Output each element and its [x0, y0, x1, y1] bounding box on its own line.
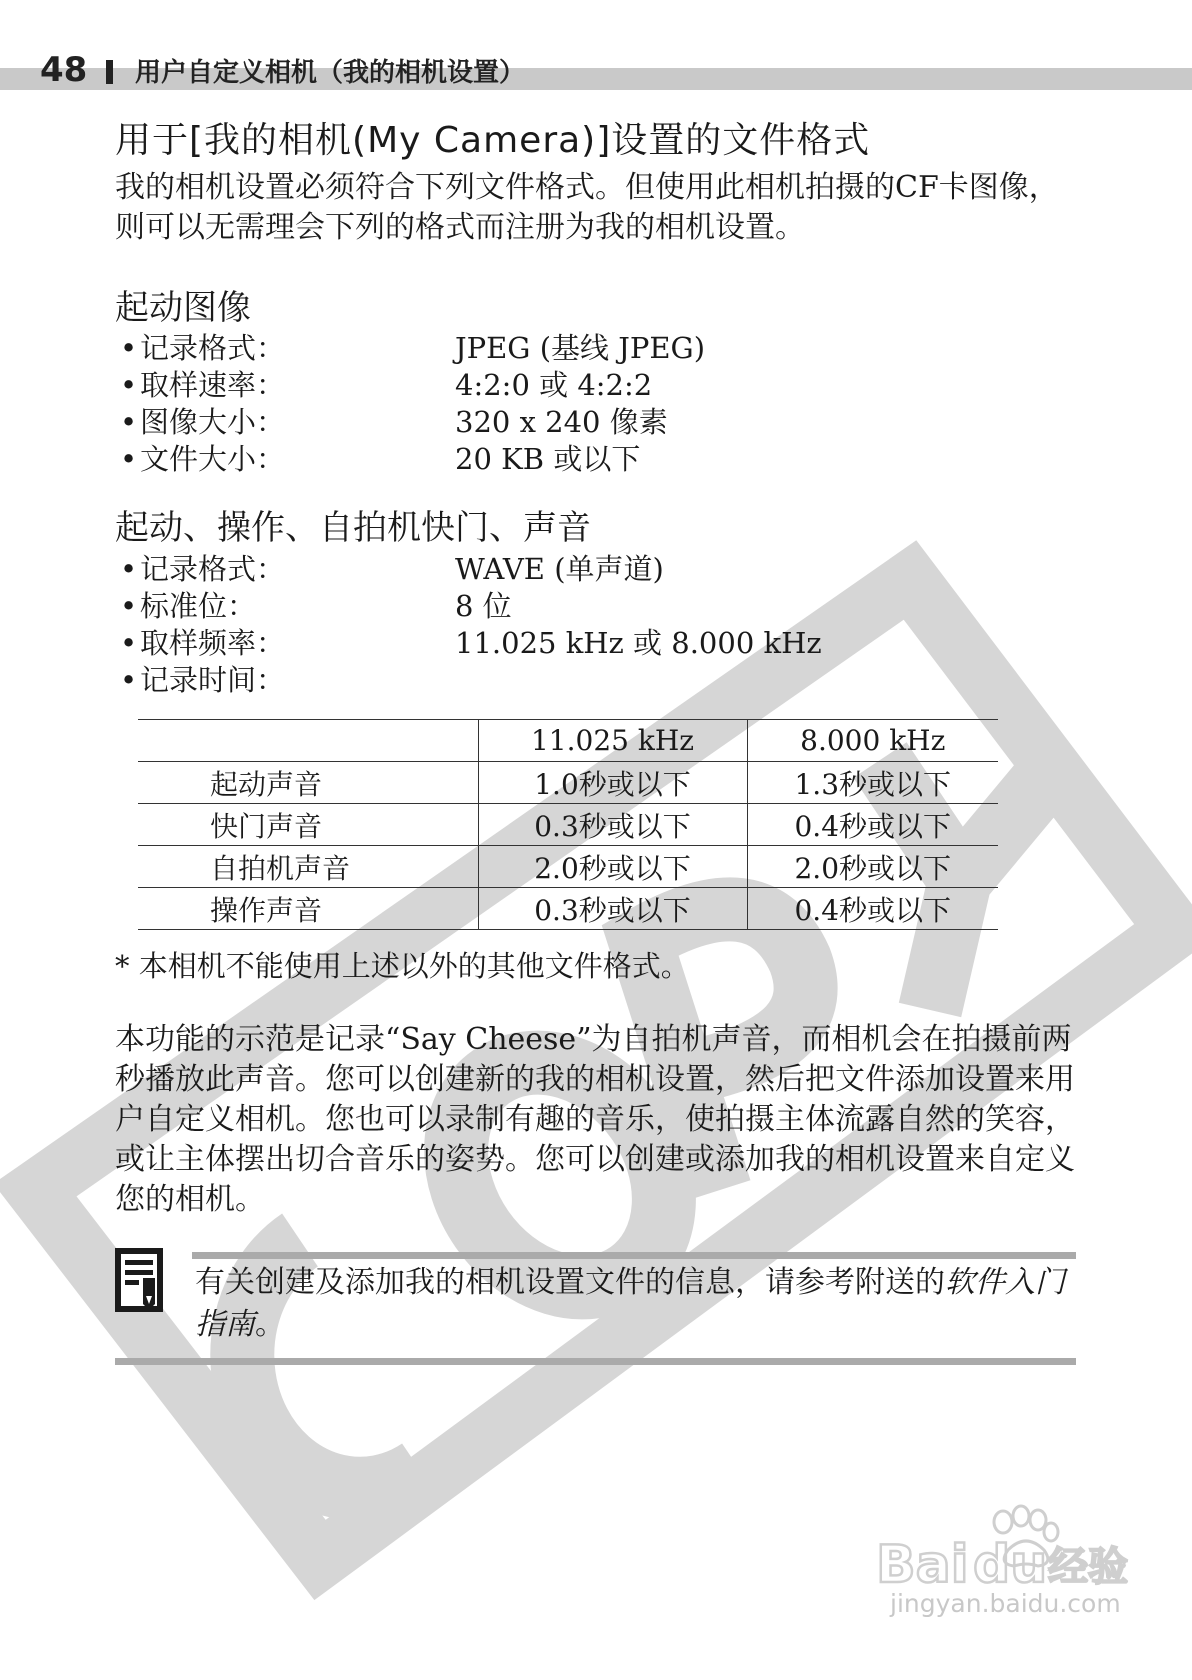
- table-row: [138, 762, 998, 804]
- memo-icon: [115, 1248, 163, 1312]
- intro-text: 我的相机设置必须符合下列文件格式。但使用此相机拍摄的CF卡图像，则可以无需理会下列的格式而注册为我的相机设置。: [115, 170, 1059, 245]
- spec-label: 图像大小：: [140, 405, 286, 439]
- svg-text:du: du: [973, 1535, 1048, 1595]
- page-number: 48: [40, 50, 88, 90]
- spec-row: •取样频率： 11.025 kHz 或 8.000 kHz: [120, 626, 822, 660]
- sounds-heading: 起动、操作、自拍机快门、声音: [115, 508, 591, 548]
- spec-value: 4:2:0 或 4:2:2: [455, 368, 653, 402]
- spec-row: •记录格式： JPEG (基线 JPEG): [120, 331, 706, 365]
- spec-value: JPEG (基线 JPEG): [455, 331, 706, 365]
- table-cell: 0.3秒或以下: [478, 888, 747, 930]
- table-header-cell: 8.000 kHz: [747, 720, 998, 762]
- table-row: [138, 804, 998, 846]
- spec-label: 取样速率：: [140, 368, 286, 402]
- table-cell: 2.0秒或以下: [478, 846, 747, 888]
- startup-image-heading: 起动图像: [115, 288, 251, 328]
- chapter-title: 用户自定义相机（我的相机设置）: [135, 58, 526, 88]
- table-cell: 1.3秒或以下: [747, 762, 998, 804]
- memo-rule-bottom: [115, 1358, 1076, 1365]
- spec-value: 20 KB 或以下: [455, 442, 641, 476]
- memo-text: [195, 1262, 1075, 1346]
- spec-row: •图像大小： 320 x 240 像素: [120, 405, 668, 439]
- feature-description: 本功能的示范是记录“Say Cheese”为自拍机声音，而相机会在拍摄前两秒播放此声音。您可以创建新的我的相机设置，然后把文件添加设置来用户自定义相机。您也可以录制有趣的音乐，使拍摄主体流露自然的笑容，或让主体摆出切合音乐的姿势。您可以创建或添加我的相机设置来自定义您的相机。: [115, 1022, 1075, 1217]
- header-separator: [106, 60, 113, 84]
- table-row: [138, 888, 998, 930]
- spec-value: 11.025 kHz 或 8.000 kHz: [455, 626, 822, 660]
- memo-end: 。: [255, 1307, 285, 1342]
- spec-label: 记录时间：: [140, 663, 286, 697]
- format-note: * 本相机不能使用上述以外的其他文件格式。: [115, 949, 690, 983]
- sound-specs: [120, 551, 822, 699]
- table-cell: 快门声音: [138, 804, 478, 846]
- spec-row: •记录时间：: [120, 663, 286, 697]
- memo-body: 有关创建及添加我的相机设置文件的信息，请参考附送的: [195, 1265, 945, 1300]
- spec-label: 文件大小：: [140, 442, 286, 476]
- spec-label: 取样频率：: [140, 626, 286, 660]
- table-cell: 操作声音: [138, 888, 478, 930]
- table-header-cell: [138, 720, 478, 762]
- table-row: [138, 846, 998, 888]
- spec-label: 记录格式：: [140, 552, 286, 586]
- table-cell: 0.4秒或以下: [747, 804, 998, 846]
- table-cell: 起动声音: [138, 762, 478, 804]
- spec-label: 记录格式：: [140, 331, 286, 365]
- table-cell: 2.0秒或以下: [747, 846, 998, 888]
- recording-time-table: [138, 719, 998, 930]
- spec-row: •记录格式： WAVE (单声道): [120, 552, 664, 586]
- software-guide-title: 软件入门指南: [195, 1265, 1065, 1342]
- svg-text:Bai: Bai: [876, 1535, 969, 1595]
- spec-row: •取样速率： 4:2:0 或 4:2:2: [120, 368, 653, 402]
- table-cell: 0.4秒或以下: [747, 888, 998, 930]
- table-header-row: [138, 720, 998, 762]
- spec-value: WAVE (单声道): [455, 552, 664, 586]
- baidu-jingyan-logo: [868, 1500, 1138, 1620]
- memo-rule-top: [192, 1252, 1076, 1259]
- table-cell: 1.0秒或以下: [478, 762, 747, 804]
- section-title: 用于[我的相机(My Camera)]设置的文件格式: [115, 120, 871, 161]
- svg-text:jingyan.baidu.com: jingyan.baidu.com: [890, 1589, 1121, 1618]
- spec-value: 8 位: [455, 589, 512, 623]
- table-header-cell: 11.025 kHz: [478, 720, 747, 762]
- spec-label: 标准位：: [140, 589, 257, 623]
- table-cell: 0.3秒或以下: [478, 804, 747, 846]
- spec-row: •文件大小： 20 KB 或以下: [120, 442, 641, 476]
- spec-row: •标准位： 8 位: [120, 589, 512, 623]
- startup-image-specs: [120, 330, 706, 478]
- table-cell: 自拍机声音: [138, 846, 478, 888]
- svg-text:经验: 经验: [1048, 1544, 1128, 1590]
- spec-value: 320 x 240 像素: [455, 405, 668, 439]
